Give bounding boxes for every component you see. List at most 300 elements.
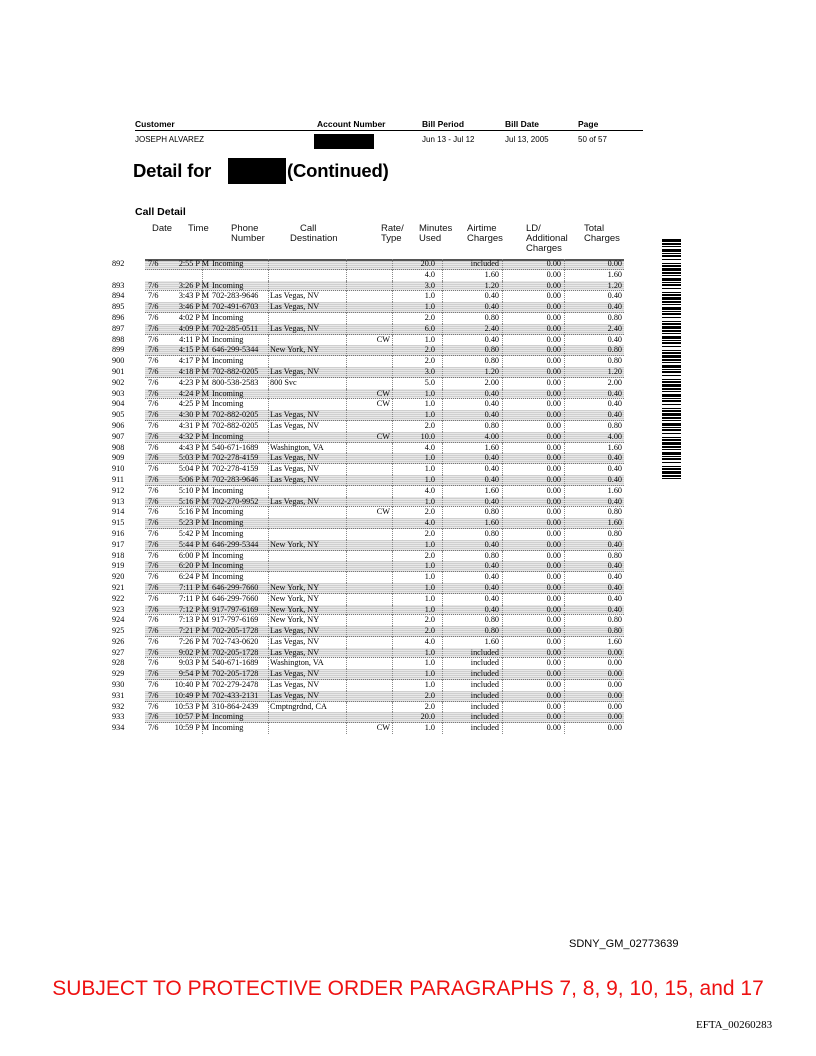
call-date: 7/6 [148,291,159,301]
column-divider [346,453,347,464]
table-row [112,561,624,572]
column-divider [502,637,503,648]
call-total-charges: 0.80 [607,528,622,538]
column-divider [502,572,503,583]
call-minutes: 1.0 [424,474,435,484]
column-divider [502,356,503,367]
call-date: 7/6 [148,259,159,268]
row-number: 902 [112,377,125,387]
row-number: 917 [112,539,125,549]
call-time: 10:53 P M [174,701,209,711]
column-divider [268,669,269,680]
call-ld-charges: 0.00 [546,345,561,355]
column-divider [268,313,269,324]
barcode-bar [662,340,681,341]
call-date: 7/6 [148,410,159,420]
call-time: 7:11 P M [179,593,209,603]
call-minutes: 1.0 [424,658,435,668]
row-number: 926 [112,636,125,646]
column-divider [268,529,269,540]
call-time: 4:32 P M [178,431,209,441]
column-divider [502,712,503,723]
column-divider [564,410,565,421]
barcode-bar [662,359,681,361]
column-divider [564,518,565,529]
column-divider [346,561,347,572]
call-date: 7/6 [148,420,159,430]
column-divider [442,464,443,475]
row-number: 896 [112,312,125,322]
row-number: 928 [112,658,125,668]
call-airtime-charges: 0.40 [484,572,499,582]
call-airtime-charges: 0.40 [484,334,499,344]
column-divider [392,356,393,367]
column-divider [268,561,269,572]
column-divider [392,680,393,691]
bill-header-values [135,135,643,147]
column-divider [564,551,565,562]
call-phone-number: 702-205-1728 [212,669,259,679]
column-divider [346,615,347,626]
column-divider [564,540,565,551]
call-time: 2:55 P M [178,259,209,268]
call-total-charges: 1.60 [607,442,622,452]
col-date-header: Date [152,223,173,234]
call-time: 4:23 P M [178,377,209,387]
call-total-charges: 1.60 [607,485,622,495]
column-divider [392,389,393,400]
call-time: 4:25 P M [178,399,209,409]
column-divider [564,486,565,497]
call-phone-number: Incoming [212,561,244,571]
column-divider [392,281,393,292]
call-date: 7/6 [148,647,159,657]
call-date: 7/6 [148,399,159,409]
call-date: 7/6 [148,312,159,322]
call-date: 7/6 [148,302,159,312]
column-divider [392,399,393,410]
column-divider [268,378,269,389]
barcode-bar [662,420,681,421]
call-date: 7/6 [148,431,159,441]
barcode-bar [662,404,681,405]
column-divider [564,648,565,659]
row-number: 915 [112,518,125,528]
column-divider [346,626,347,637]
table-row [112,507,624,518]
column-divider [268,723,269,734]
call-phone-number: 702-491-6703 [212,302,259,312]
row-number: 899 [112,345,125,355]
call-time: 10:59 P M [174,723,209,733]
call-ld-charges: 0.00 [546,377,561,387]
call-total-charges: 0.00 [607,647,622,657]
call-phone-number: 702-283-9646 [212,291,259,301]
row-number: 930 [112,680,125,690]
column-divider [502,464,503,475]
column-divider [392,702,393,713]
call-airtime-charges: included [470,647,499,657]
call-date: 7/6 [148,518,159,528]
column-divider [346,345,347,356]
barcode-bar [662,246,681,247]
column-divider [268,475,269,486]
column-divider [346,702,347,713]
column-divider [502,507,503,518]
call-destination: Las Vegas, NV [270,453,320,463]
call-phone-number: 702-279-2478 [212,680,259,690]
call-ld-charges: 0.00 [546,420,561,430]
call-airtime-charges: included [470,669,499,679]
column-divider [268,497,269,508]
call-phone-number: 702-882-0205 [212,420,259,430]
call-minutes: 10.0 [420,431,435,441]
call-ld-charges: 0.00 [546,323,561,333]
call-total-charges: 1.20 [607,280,622,290]
barcode-bar [662,265,681,267]
call-phone-number: 540-671-1689 [212,658,259,668]
call-minutes: 1.0 [424,334,435,344]
column-divider [442,540,443,551]
call-ld-charges: 0.00 [546,453,561,463]
col-time-header: Time [188,223,209,234]
call-phone-number: Incoming [212,518,244,528]
row-number: 895 [112,302,125,312]
call-destination: New York, NY [270,604,320,614]
column-divider [392,313,393,324]
row-number: 897 [112,323,125,333]
column-divider [392,421,393,432]
column-divider [392,345,393,356]
column-divider [564,335,565,346]
call-minutes: 3.0 [424,280,435,290]
column-divider [564,270,565,281]
column-divider [346,648,347,659]
column-divider [442,583,443,594]
column-divider [502,658,503,669]
call-total-charges: 0.40 [607,464,622,474]
barcode-bar [662,282,681,283]
column-divider [564,389,565,400]
table-row [112,518,624,529]
call-date: 7/6 [148,334,159,344]
column-divider [392,669,393,680]
call-date: 7/6 [148,658,159,668]
call-time: 4:31 P M [178,420,209,430]
call-date: 7/6 [148,366,159,376]
column-divider [502,594,503,605]
call-phone-number: 702-278-4159 [212,453,259,463]
barcode-bar [662,456,681,457]
call-date: 7/6 [148,356,159,366]
column-divider [502,648,503,659]
column-divider [442,702,443,713]
row-number: 905 [112,410,125,420]
barcode-bar [662,294,681,296]
column-divider [502,551,503,562]
call-total-charges: 0.80 [607,507,622,517]
table-row [112,443,624,454]
call-minutes: 1.0 [424,593,435,603]
call-time: 4:30 P M [178,410,209,420]
column-divider [442,389,443,400]
call-phone-number: 646-299-5344 [212,539,259,549]
call-phone-number: Incoming [212,507,244,517]
call-phone-number: 702-283-9646 [212,474,259,484]
column-divider [502,583,503,594]
column-divider [442,507,443,518]
row-number: 910 [112,464,125,474]
column-divider [268,702,269,713]
column-divider [442,270,443,281]
call-minutes: 2.0 [424,550,435,560]
call-airtime-charges: 0.40 [484,582,499,592]
call-minutes: 1.0 [424,496,435,506]
call-ld-charges: 0.00 [546,539,561,549]
column-divider [268,324,269,335]
barcode-bar [662,278,681,281]
call-date: 7/6 [148,485,159,495]
column-divider [346,270,347,281]
column-divider [392,464,393,475]
barcode-bar [662,446,681,448]
call-total-charges: 0.00 [607,680,622,690]
column-divider [564,594,565,605]
table-row [112,583,624,594]
call-airtime-charges: 0.40 [484,539,499,549]
column-divider [392,723,393,734]
call-date: 7/6 [148,345,159,355]
call-time: 7:12 P M [178,604,209,614]
call-airtime-charges: 1.60 [484,485,499,495]
column-divider [268,335,269,346]
table-row [112,421,624,432]
column-divider [346,356,347,367]
call-phone-number: 800-538-2583 [212,377,259,387]
row-number: 934 [112,723,125,733]
column-divider [268,486,269,497]
column-divider [442,367,443,378]
call-total-charges: 0.00 [607,690,622,700]
column-divider [564,345,565,356]
column-divider [502,345,503,356]
row-number: 909 [112,453,125,463]
call-total-charges: 0.00 [607,701,622,711]
row-number: 914 [112,507,125,517]
column-divider [392,443,393,454]
call-minutes: 4.0 [424,485,435,495]
column-divider [442,594,443,605]
call-total-charges: 0.00 [607,259,622,268]
column-divider [268,615,269,626]
call-time: 3:26 P M [178,280,209,290]
call-ld-charges: 0.00 [546,518,561,528]
call-airtime-charges: included [470,690,499,700]
call-time: 4:11 P M [179,334,209,344]
call-minutes: 1.0 [424,410,435,420]
column-divider [564,399,565,410]
column-divider [442,378,443,389]
call-time: 5:16 P M [178,496,209,506]
column-divider [392,561,393,572]
call-total-charges: 0.80 [607,312,622,322]
call-phone-number: 702-205-1728 [212,626,259,636]
barcode-bar [662,304,681,305]
call-time: 9:03 P M [178,658,209,668]
table-row [112,313,624,324]
call-minutes: 1.0 [424,582,435,592]
column-divider [564,356,565,367]
call-total-charges: 0.00 [607,669,622,679]
customer-name: JOSEPH ALVAREZ [135,135,205,144]
call-phone-number: 702-278-4159 [212,464,259,474]
column-divider [502,335,503,346]
call-airtime-charges: included [470,658,499,668]
call-total-charges: 1.60 [607,636,622,646]
table-row [112,367,624,378]
column-divider [442,626,443,637]
barcode-bar [662,288,681,289]
column-divider [502,561,503,572]
call-minutes: 1.0 [424,680,435,690]
call-total-charges: 0.00 [607,723,622,733]
column-divider [346,594,347,605]
table-row [112,540,624,551]
column-divider [268,399,269,410]
call-detail-table [112,259,624,734]
row-number: 907 [112,431,125,441]
column-divider [346,410,347,421]
call-phone-number: 917-797-6169 [212,615,259,625]
call-ld-charges: 0.00 [546,723,561,733]
call-ld-charges: 0.00 [546,485,561,495]
table-row [112,529,624,540]
call-date: 7/6 [148,539,159,549]
column-divider [442,324,443,335]
call-date: 7/6 [148,442,159,452]
call-minutes: 2.0 [424,690,435,700]
call-date: 7/6 [148,572,159,582]
call-phone-number: Incoming [212,550,244,560]
call-phone-number: Incoming [212,334,244,344]
call-airtime-charges: 0.80 [484,507,499,517]
customer-label: Customer [135,119,175,129]
col-destination-header: Call Destination [290,223,338,244]
call-phone-number: Incoming [212,259,244,268]
call-airtime-charges: 0.40 [484,604,499,614]
call-ld-charges: 0.00 [546,658,561,668]
column-divider [346,367,347,378]
table-row [112,345,624,356]
call-airtime-charges: 0.40 [484,561,499,571]
call-ld-charges: 0.00 [546,701,561,711]
column-divider [346,551,347,562]
call-date: 7/6 [148,582,159,592]
call-date: 7/6 [148,615,159,625]
column-divider [502,475,503,486]
column-divider [564,658,565,669]
barcode-bar [662,449,681,450]
call-phone-number: 702-205-1728 [212,647,259,657]
column-divider [442,561,443,572]
column-divider [268,518,269,529]
table-row [112,497,624,508]
call-phone-number: 540-671-1689 [212,442,259,452]
column-divider [392,259,393,270]
bill-date-value: Jul 13, 2005 [505,135,549,144]
call-airtime-charges: included [470,712,499,722]
table-row [112,399,624,410]
column-divider [268,443,269,454]
call-ld-charges: 0.00 [546,302,561,312]
column-divider [502,291,503,302]
column-divider [564,712,565,723]
call-phone-number: 646-299-7660 [212,593,259,603]
table-row [112,648,624,659]
call-airtime-charges: 0.40 [484,474,499,484]
column-divider [346,540,347,551]
call-total-charges: 1.60 [607,269,622,279]
call-minutes: 2.0 [424,507,435,517]
row-number: 933 [112,712,125,722]
call-total-charges: 0.80 [607,345,622,355]
barcode-bar [662,475,681,477]
call-minutes: 2.0 [424,312,435,322]
column-divider [564,561,565,572]
call-destination: Las Vegas, NV [270,410,320,420]
call-destination: Las Vegas, NV [270,680,320,690]
account-number-redaction [314,134,374,149]
row-number: 918 [112,550,125,560]
call-phone-number: Incoming [212,312,244,322]
call-airtime-charges: 0.40 [484,410,499,420]
column-divider [392,648,393,659]
table-row [112,291,624,302]
call-total-charges: 0.00 [607,712,622,722]
call-minutes: 6.0 [424,323,435,333]
column-divider [442,572,443,583]
column-divider [502,486,503,497]
call-destination: Washington, VA [270,442,324,452]
column-divider [268,637,269,648]
table-row [112,389,624,400]
row-number: 904 [112,399,125,409]
call-minutes: 2.0 [424,528,435,538]
column-divider [564,324,565,335]
call-airtime-charges: 0.40 [484,291,499,301]
barcode-bar [662,391,681,392]
column-divider [502,270,503,281]
column-divider [442,453,443,464]
table-row [112,691,624,702]
table-row [112,594,624,605]
barcode-bar [662,336,681,339]
call-minutes: 4.0 [424,442,435,452]
column-divider [392,658,393,669]
column-divider [564,475,565,486]
call-time: 9:54 P M [178,669,209,679]
column-divider [502,281,503,292]
column-divider [502,540,503,551]
call-ld-charges: 0.00 [546,604,561,614]
row-number: 925 [112,626,125,636]
barcode-bar [662,321,681,322]
column-divider [442,291,443,302]
call-airtime-charges: 1.60 [484,636,499,646]
call-date: 7/6 [148,377,159,387]
call-ld-charges: 0.00 [546,356,561,366]
barcode-bar [662,284,681,286]
